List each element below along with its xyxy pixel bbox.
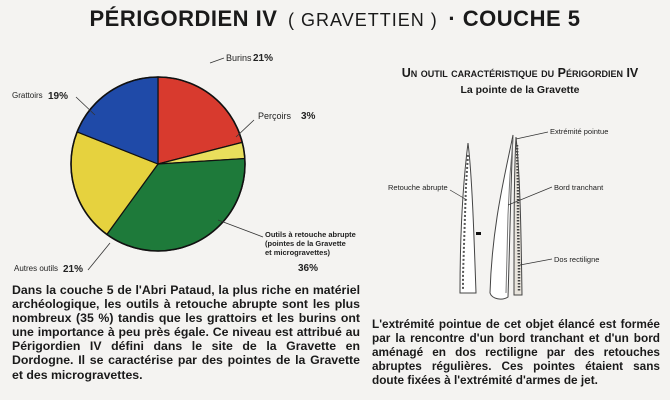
label-autres-pct: 21% bbox=[63, 264, 84, 275]
pie-chart bbox=[0, 45, 370, 285]
tool-heading-line2: La pointe de la Gravette bbox=[460, 84, 580, 96]
gravette-point-drawing bbox=[380, 115, 660, 315]
leader-back bbox=[520, 259, 552, 265]
point-face-view bbox=[490, 135, 513, 299]
label-grattoirs-pct: 19% bbox=[48, 91, 69, 102]
label-abrupte-pct: 36% bbox=[298, 263, 319, 274]
title-layer: COUCHE 5 bbox=[462, 6, 581, 31]
label-abrupte-line3: et microgravettes) bbox=[265, 248, 331, 257]
label-edge: Bord tranchant bbox=[554, 183, 604, 192]
title-sep: · bbox=[448, 6, 457, 31]
tool-heading-line1: Un outil caractéristique du Périgordien IV bbox=[401, 66, 639, 80]
label-autres-name: Autres outils bbox=[14, 264, 59, 273]
label-abrupte-line1: Outils à retouche abrupte bbox=[265, 230, 356, 239]
leader-line-percoirs bbox=[236, 120, 254, 137]
leader-line-autres bbox=[88, 243, 110, 270]
label-percoirs-pct: 3% bbox=[301, 111, 316, 122]
label-burins-name: Burins bbox=[226, 53, 252, 63]
label-back: Dos rectiligne bbox=[554, 255, 600, 264]
tool-description: L'extrémité pointue de cet objet élancé est formée par la rencontre d'un bord tranchant et d'un bord aménagé en dos rectiligne par des retouches abruptes régulières. Ces pointes étaient sans doute fixées à l'extrémité d'armes de jet. bbox=[372, 317, 660, 387]
leader-tip bbox=[516, 132, 548, 139]
title-main: PÉRIGORDIEN IV bbox=[89, 6, 278, 31]
caption-text: Dans la couche 5 de l'Abri Pataud, la plus riche en matériel archéologique, les outils à retouche abrupte sont les plus nombreux (35 %) tandis que les grattoirs et les burins ont une importance à peu près égale. Ce niveau est attribué au Périgordien IV défini dans le site de la Gravette en Dordogne. Il se caractérise par des pointes de la Gravette et des microgravettes. bbox=[12, 283, 360, 382]
tool-heading bbox=[370, 66, 670, 96]
pie-slices bbox=[71, 77, 245, 251]
label-grattoirs-name: Grattoirs bbox=[12, 91, 43, 100]
point-side-view bbox=[460, 143, 476, 293]
title-paren: ( GRAVETTIEN ) bbox=[288, 10, 438, 30]
label-burins-pct: 21% bbox=[253, 53, 274, 64]
label-abrupte-line2: (pointes de la Gravette bbox=[265, 239, 346, 248]
label-retouch: Retouche abrupte bbox=[388, 183, 448, 192]
leader-line-abrupte bbox=[218, 220, 263, 237]
label-tip: Extrémité pointue bbox=[550, 127, 609, 136]
leader-line-burins bbox=[210, 58, 224, 63]
label-percoirs-name: Perçoirs bbox=[258, 111, 292, 121]
point-marker bbox=[476, 232, 481, 235]
page-title bbox=[0, 6, 670, 32]
